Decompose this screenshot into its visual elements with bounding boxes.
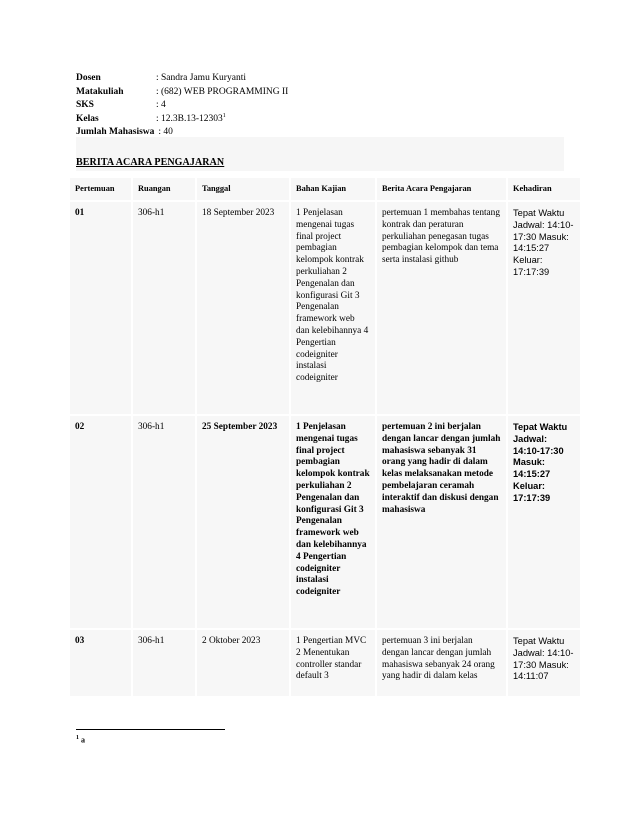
table-row xyxy=(70,416,580,628)
cell-kehadiran: Tepat Waktu Jadwal: 14:10-17:30 Masuk: 14:15:27 Keluar: 17:17:39 xyxy=(508,416,580,628)
cell-pertemuan: 03 xyxy=(70,630,131,696)
cell-berita: pertemuan 1 membahas tentang kontrak dan peraturan perkuliahan penegasan tugas pembagian kelompok dan tema serta instalasi github xyxy=(377,202,506,414)
header-pertemuan: Pertemuan xyxy=(70,178,131,200)
jumlah-label: Jumlah Mahasiswa xyxy=(76,127,155,138)
header-berita-acara: Berita Acara Pengajaran xyxy=(377,178,506,200)
cell-tanggal: 18 September 2023 xyxy=(197,202,289,414)
cell-kehadiran: Tepat Waktu Jadwal: 14:10-17:30 Masuk: 14:15:27 Keluar: 17:17:39 xyxy=(508,202,580,414)
kelas-row xyxy=(76,113,288,127)
table-row xyxy=(70,630,580,696)
kelas-value-text: : 12.3B.13-12303 xyxy=(156,113,223,124)
footnote-rule xyxy=(76,729,225,730)
footnote-text: a xyxy=(81,735,85,745)
footnote-mark: 1 xyxy=(76,735,79,741)
sks-value: : 4 xyxy=(156,100,166,111)
cell-ruangan: 306-h1 xyxy=(133,416,195,628)
header-kehadiran: Kehadiran xyxy=(508,178,580,200)
table-row xyxy=(70,202,580,414)
sks-row xyxy=(76,99,288,113)
header-ruangan: Ruangan xyxy=(133,178,195,200)
matkul-label: Matakuliah xyxy=(76,86,124,97)
cell-pertemuan: 01 xyxy=(70,202,131,414)
dosen-label: Dosen xyxy=(76,73,101,83)
header-tanggal: Tanggal xyxy=(197,178,289,200)
table-header-row xyxy=(70,178,580,200)
dosen-row xyxy=(76,72,288,86)
matkul-row xyxy=(76,86,288,100)
course-info xyxy=(76,72,288,140)
cell-berita: pertemuan 3 ini berjalan dengan lancar dengan jumlah mahasiswa sebanyak 24 orang yang hadir di dalam kelas xyxy=(377,630,506,696)
section-title: BERITA ACARA PENGAJARAN xyxy=(76,157,225,168)
cell-tanggal: 2 Oktober 2023 xyxy=(197,630,289,696)
cell-kehadiran: Tepat Waktu Jadwal: 14:10-17:30 Masuk: 14:11:07 xyxy=(508,630,580,696)
kelas-label: Kelas xyxy=(76,113,99,124)
cell-ruangan: 306-h1 xyxy=(133,630,195,696)
matkul-value: : (682) WEB PROGRAMMING II xyxy=(156,86,289,97)
jumlah-value: : 40 xyxy=(158,127,173,138)
teaching-report-table xyxy=(68,176,582,698)
cell-ruangan: 306-h1 xyxy=(133,202,195,414)
dosen-value: : Sandra Jamu Kuryanti xyxy=(156,73,246,83)
header-bahan-kajian: Bahan Kajian xyxy=(291,178,375,200)
kelas-value xyxy=(156,113,226,127)
cell-pertemuan: 02 xyxy=(70,416,131,628)
cell-berita: pertemuan 2 ini berjalan dengan lancar dengan jumlah mahasiswa sebanyak 31 orang yang hadir di dalam kelas melaksanakan metode pembelajaran ceramah interaktif dan diskusi dengan mahasiswa xyxy=(377,416,506,628)
cell-tanggal: 25 September 2023 xyxy=(197,416,289,628)
cell-bahan: 1 Penjelasan mengenai tugas final project pembagian kelompok kontrak perkuliahan 2 Pengenalan dan konfigurasi Git 3 Pengenalan framework web dan kelebihannya 4 Pengertian codeigniter instalasi codeigniter xyxy=(291,202,375,414)
cell-bahan: 1 Pengertian MVC 2 Menentukan controller standar default 3 xyxy=(291,630,375,696)
footnote-ref[interactable]: 1 xyxy=(222,112,226,119)
sks-label: SKS xyxy=(76,100,94,111)
cell-bahan: 1 Penjelasan mengenai tugas final project pembagian kelompok kontrak perkuliahan 2 Pengenalan dan konfigurasi Git 3 Pengenalan framework web dan kelebihannya 4 Pengertian codeigniter instalasi codeigniter xyxy=(291,416,375,628)
footnote xyxy=(76,735,85,745)
